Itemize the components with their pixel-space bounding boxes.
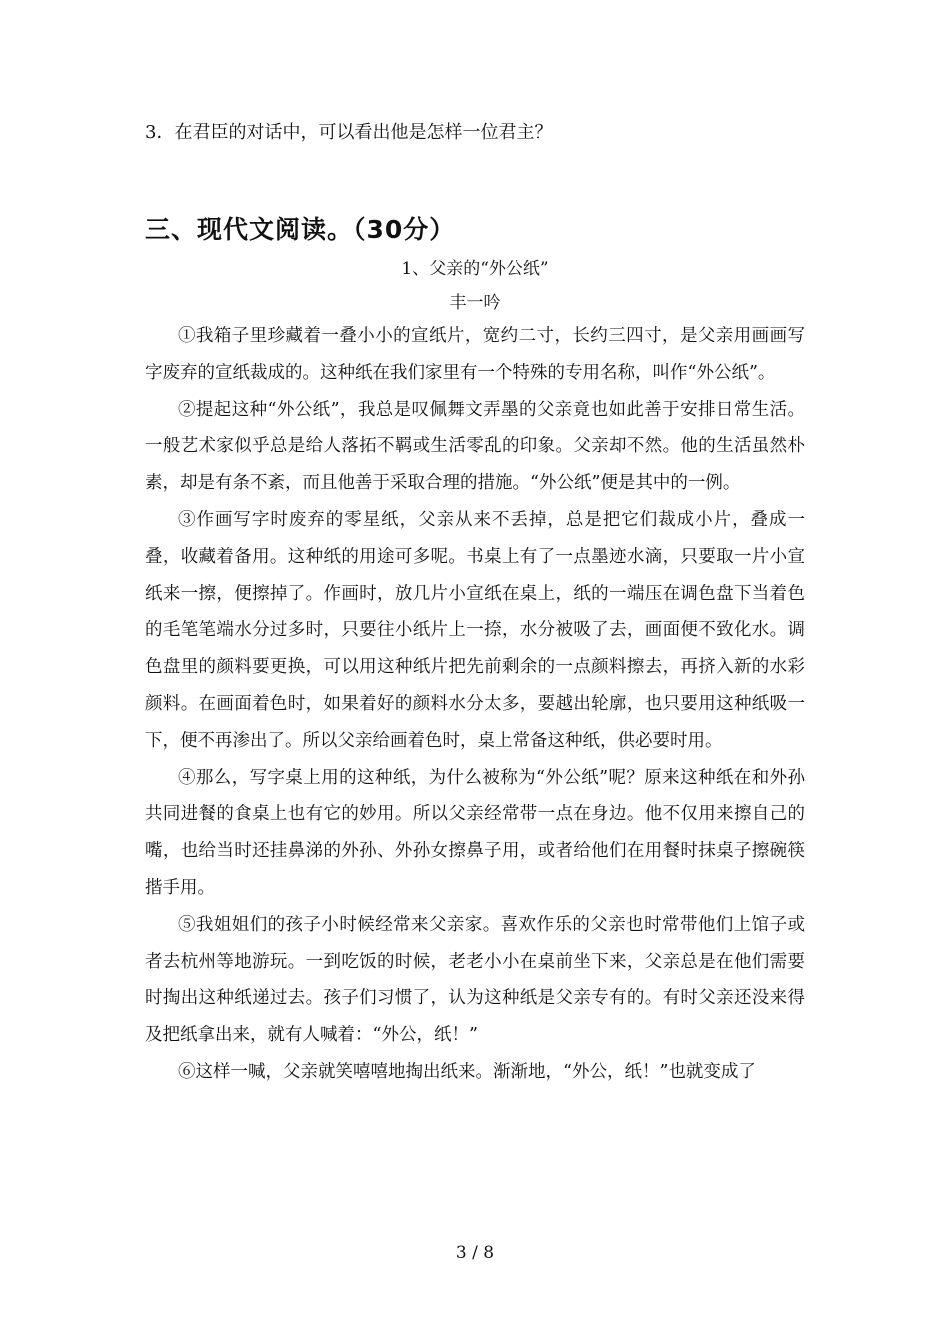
paragraph-6: ⑥这样一喊，父亲就笑嘻嘻地掏出纸来。渐渐地，“外公，纸！”也就变成了 [178, 1061, 756, 1082]
paragraph-5: ⑤我姐姐们的孩子小时候经常来父亲家。喜欢作乐的父亲也时常带他们上馆子或者去杭州等地游玩。一到吃饭的时候，老老小小在桌前坐下来，父亲总是在他们需要时掏出这种纸递过去。孩子们习惯了，认为这种纸是父亲专有的。有时父亲还没来得及把纸拿出来，就有人喊着：“外公，纸！” [145, 914, 805, 1046]
page-number: 3 / 8 [455, 1243, 495, 1263]
paragraph-3: ③作画写字时废弃的零星纸，父亲从来不丢掉，总是把它们裁成小片，叠成一叠，收藏着备用。这种纸的用途可多呢。书桌上有了一点墨迹水滴，只要取一片小宣纸来一擦，便擦掉了。作画时，放几片小宣纸在桌上，纸的一端压在调色盘下当着色的毛笔笔端水分过多时，只要往小纸片上一捺，水分被吸了去，画面便不致化水。调色盘里的颜料要更换，可以用这种纸片把先前剩余的一点颜料擦去，再挤入新的水彩颜料。在画面着色时，如果着好的颜料水分太多，要越出轮廓，也只要用这种纸吸一下，便不再渗出了。所以父亲给画着色时，桌上常备这种纸，供必要时用。 [145, 509, 805, 751]
paragraph-1: ①我箱子里珍藏着一叠小小的宣纸片，宽约二寸，长约三四寸，是父亲用画画写字废弃的宣纸裁成的。这种纸在我们家里有一个特殊的专用名称，叫作“外公纸”。 [145, 326, 805, 383]
section-heading: 三、现代文阅读。（30分） [145, 215, 456, 244]
question-3: 3．在君臣的对话中，可以看出他是怎样一位君主？ [145, 122, 553, 143]
article-body [145, 318, 805, 1091]
article-author: 丰一吟 [449, 293, 501, 313]
article-title: 1、父亲的“外公纸” [401, 259, 549, 279]
paragraph-2: ②提起这种“外公纸”，我总是叹佩舞文弄墨的父亲竟也如此善于安排日常生活。一般艺术家似乎总是给人落拓不羁或生活零乱的印象。父亲却不然。他的生活虽然朴素，却是有条不紊，而且他善于采取合理的措施。“外公纸”便是其中的一例。 [145, 399, 805, 494]
paragraph-4: ④那么，写字桌上用的这种纸，为什么被称为“外公纸”呢？原来这种纸在和外孙共同进餐的食桌上也有它的妙用。所以父亲经常带一点在身边。他不仅用来擦自己的嘴，也给当时还挂鼻涕的外孙、外孙女擦鼻子用，或者给他们在用餐时抹桌子擦碗筷揩手用。 [145, 767, 805, 898]
